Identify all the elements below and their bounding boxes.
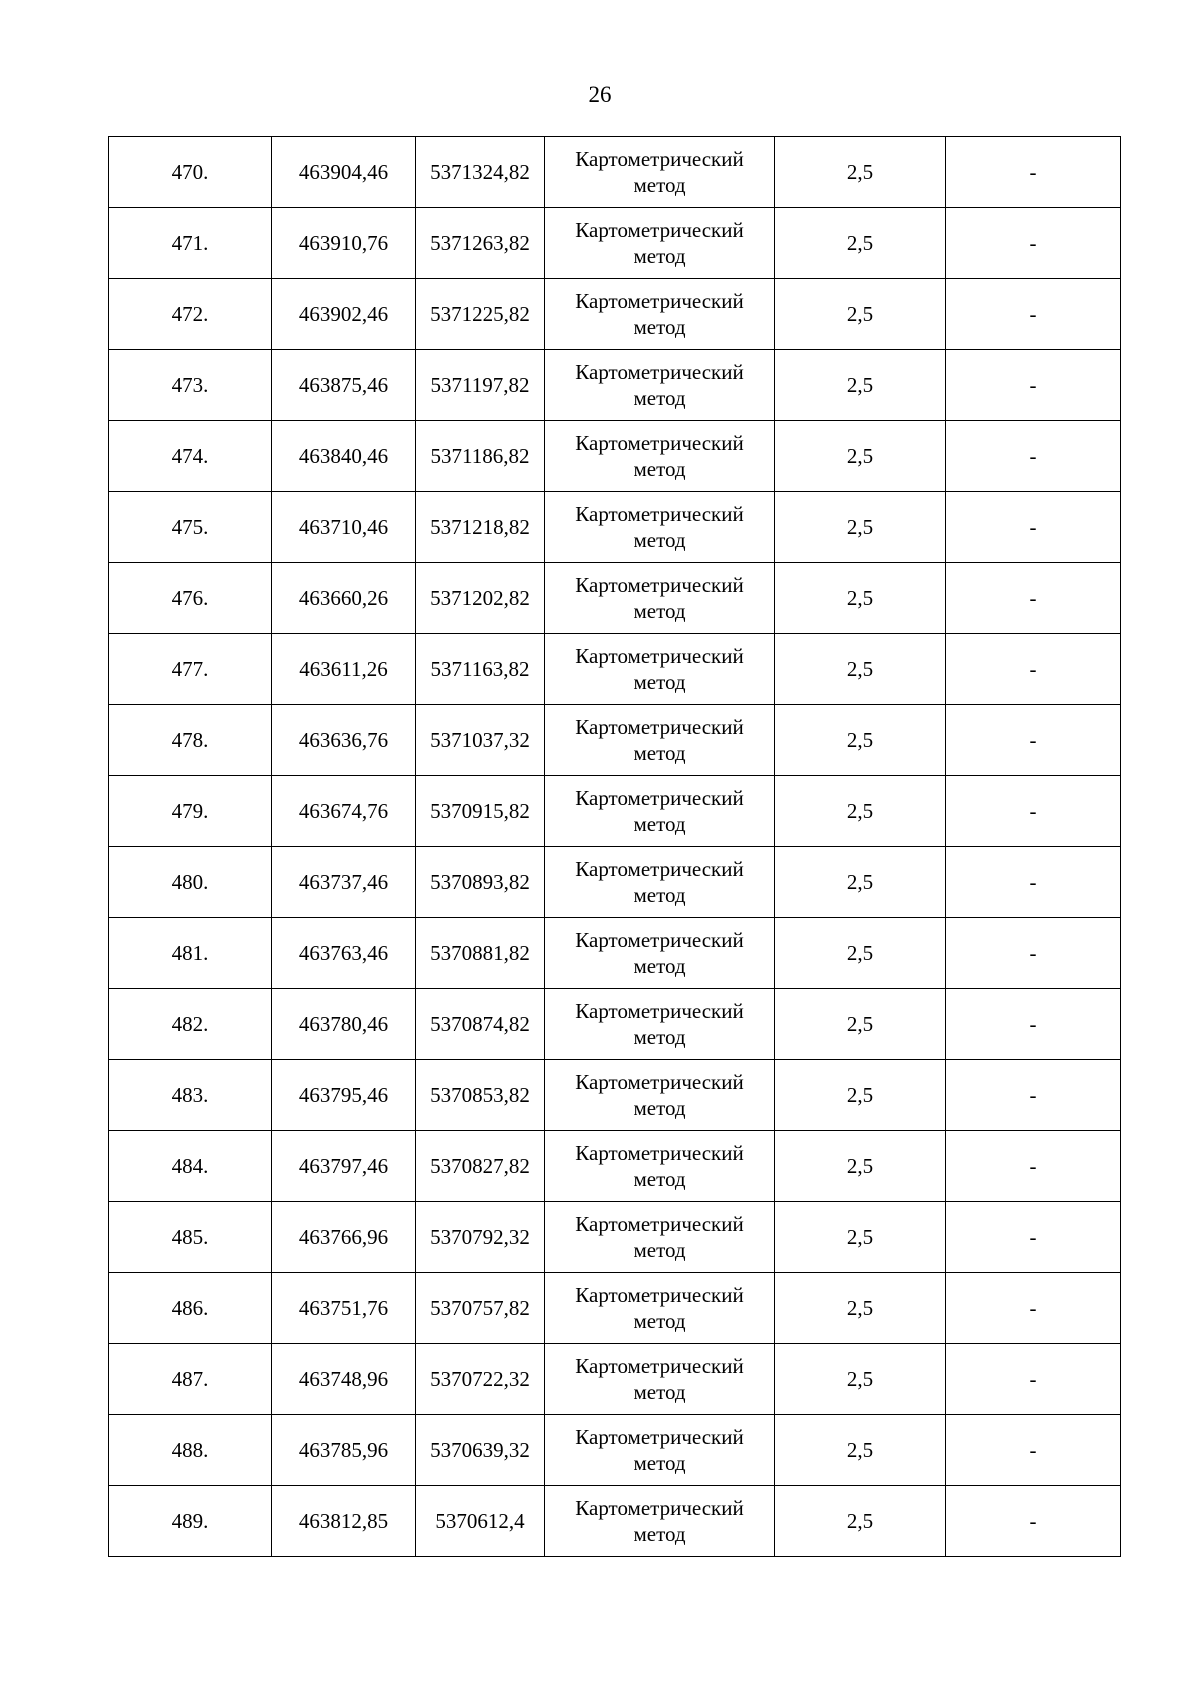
y-coordinate-cell: 5371218,82 bbox=[416, 492, 545, 563]
method-cell bbox=[545, 1344, 775, 1415]
x-coordinate-cell: 463751,76 bbox=[272, 1273, 416, 1344]
y-coordinate-cell: 5370612,4 bbox=[416, 1486, 545, 1557]
method-cell bbox=[545, 1060, 775, 1131]
table-row bbox=[109, 1344, 1121, 1415]
point-number-cell: 487. bbox=[109, 1344, 272, 1415]
note-cell: - bbox=[946, 1415, 1121, 1486]
method-cell bbox=[545, 918, 775, 989]
point-number-cell: 477. bbox=[109, 634, 272, 705]
method-cell bbox=[545, 847, 775, 918]
y-coordinate-cell: 5370893,82 bbox=[416, 847, 545, 918]
x-coordinate-cell: 463611,26 bbox=[272, 634, 416, 705]
x-coordinate-cell: 463840,46 bbox=[272, 421, 416, 492]
accuracy-cell: 2,5 bbox=[775, 279, 946, 350]
method-cell bbox=[545, 208, 775, 279]
accuracy-cell: 2,5 bbox=[775, 776, 946, 847]
x-coordinate-cell: 463710,46 bbox=[272, 492, 416, 563]
y-coordinate-cell: 5371324,82 bbox=[416, 137, 545, 208]
y-coordinate-cell: 5371037,32 bbox=[416, 705, 545, 776]
method-cell bbox=[545, 563, 775, 634]
method-line-2: метод bbox=[633, 315, 686, 339]
table-row bbox=[109, 563, 1121, 634]
coordinates-table bbox=[108, 136, 1121, 1557]
note-cell: - bbox=[946, 1486, 1121, 1557]
accuracy-cell: 2,5 bbox=[775, 1486, 946, 1557]
method-line-1: Картометрический bbox=[575, 644, 744, 668]
method-cell bbox=[545, 1131, 775, 1202]
x-coordinate-cell: 463748,96 bbox=[272, 1344, 416, 1415]
x-coordinate-cell: 463636,76 bbox=[272, 705, 416, 776]
note-cell: - bbox=[946, 847, 1121, 918]
point-number-cell: 479. bbox=[109, 776, 272, 847]
table-row bbox=[109, 1415, 1121, 1486]
x-coordinate-cell: 463660,26 bbox=[272, 563, 416, 634]
accuracy-cell: 2,5 bbox=[775, 1344, 946, 1415]
method-line-2: метод bbox=[633, 954, 686, 978]
method-cell bbox=[545, 492, 775, 563]
method-line-1: Картометрический bbox=[575, 502, 744, 526]
method-line-1: Картометрический bbox=[575, 857, 744, 881]
method-cell bbox=[545, 634, 775, 705]
method-line-1: Картометрический bbox=[575, 999, 744, 1023]
method-cell bbox=[545, 350, 775, 421]
accuracy-cell: 2,5 bbox=[775, 1060, 946, 1131]
accuracy-cell: 2,5 bbox=[775, 705, 946, 776]
x-coordinate-cell: 463795,46 bbox=[272, 1060, 416, 1131]
method-line-1: Картометрический bbox=[575, 573, 744, 597]
table-row bbox=[109, 776, 1121, 847]
point-number-cell: 478. bbox=[109, 705, 272, 776]
method-line-2: метод bbox=[633, 1309, 686, 1333]
x-coordinate-cell: 463797,46 bbox=[272, 1131, 416, 1202]
method-line-1: Картометрический bbox=[575, 1354, 744, 1378]
note-cell: - bbox=[946, 918, 1121, 989]
y-coordinate-cell: 5371197,82 bbox=[416, 350, 545, 421]
table-row bbox=[109, 1486, 1121, 1557]
note-cell: - bbox=[946, 492, 1121, 563]
x-coordinate-cell: 463910,76 bbox=[272, 208, 416, 279]
note-cell: - bbox=[946, 634, 1121, 705]
method-line-2: метод bbox=[633, 1025, 686, 1049]
note-cell: - bbox=[946, 208, 1121, 279]
accuracy-cell: 2,5 bbox=[775, 563, 946, 634]
point-number-cell: 472. bbox=[109, 279, 272, 350]
note-cell: - bbox=[946, 1273, 1121, 1344]
table-row bbox=[109, 1131, 1121, 1202]
method-line-1: Картометрический bbox=[575, 218, 744, 242]
method-line-1: Картометрический bbox=[575, 289, 744, 313]
table-row bbox=[109, 989, 1121, 1060]
method-line-1: Картометрический bbox=[575, 928, 744, 952]
note-cell: - bbox=[946, 1060, 1121, 1131]
method-line-1: Картометрический bbox=[575, 147, 744, 171]
method-cell bbox=[545, 1415, 775, 1486]
table-row bbox=[109, 137, 1121, 208]
method-line-2: метод bbox=[633, 386, 686, 410]
method-line-2: метод bbox=[633, 670, 686, 694]
x-coordinate-cell: 463763,46 bbox=[272, 918, 416, 989]
method-line-2: метод bbox=[633, 528, 686, 552]
accuracy-cell: 2,5 bbox=[775, 918, 946, 989]
y-coordinate-cell: 5370874,82 bbox=[416, 989, 545, 1060]
method-cell bbox=[545, 1202, 775, 1273]
y-coordinate-cell: 5370639,32 bbox=[416, 1415, 545, 1486]
point-number-cell: 476. bbox=[109, 563, 272, 634]
accuracy-cell: 2,5 bbox=[775, 1131, 946, 1202]
method-cell bbox=[545, 776, 775, 847]
y-coordinate-cell: 5370853,82 bbox=[416, 1060, 545, 1131]
point-number-cell: 489. bbox=[109, 1486, 272, 1557]
note-cell: - bbox=[946, 137, 1121, 208]
y-coordinate-cell: 5371186,82 bbox=[416, 421, 545, 492]
note-cell: - bbox=[946, 1344, 1121, 1415]
table-row bbox=[109, 634, 1121, 705]
method-line-2: метод bbox=[633, 599, 686, 623]
point-number-cell: 474. bbox=[109, 421, 272, 492]
table-row bbox=[109, 279, 1121, 350]
accuracy-cell: 2,5 bbox=[775, 1415, 946, 1486]
y-coordinate-cell: 5371225,82 bbox=[416, 279, 545, 350]
accuracy-cell: 2,5 bbox=[775, 137, 946, 208]
note-cell: - bbox=[946, 563, 1121, 634]
accuracy-cell: 2,5 bbox=[775, 634, 946, 705]
x-coordinate-cell: 463902,46 bbox=[272, 279, 416, 350]
method-cell bbox=[545, 421, 775, 492]
table-row bbox=[109, 492, 1121, 563]
accuracy-cell: 2,5 bbox=[775, 350, 946, 421]
method-line-1: Картометрический bbox=[575, 360, 744, 384]
point-number-cell: 488. bbox=[109, 1415, 272, 1486]
point-number-cell: 473. bbox=[109, 350, 272, 421]
note-cell: - bbox=[946, 776, 1121, 847]
method-line-2: метод bbox=[633, 1238, 686, 1262]
table-row bbox=[109, 1202, 1121, 1273]
y-coordinate-cell: 5370827,82 bbox=[416, 1131, 545, 1202]
note-cell: - bbox=[946, 350, 1121, 421]
accuracy-cell: 2,5 bbox=[775, 989, 946, 1060]
table-row bbox=[109, 421, 1121, 492]
note-cell: - bbox=[946, 421, 1121, 492]
method-line-1: Картометрический bbox=[575, 715, 744, 739]
method-cell bbox=[545, 705, 775, 776]
method-line-1: Картометрический bbox=[575, 1425, 744, 1449]
method-line-1: Картометрический bbox=[575, 431, 744, 455]
point-number-cell: 482. bbox=[109, 989, 272, 1060]
point-number-cell: 475. bbox=[109, 492, 272, 563]
method-cell bbox=[545, 1273, 775, 1344]
method-cell bbox=[545, 1486, 775, 1557]
method-cell bbox=[545, 989, 775, 1060]
note-cell: - bbox=[946, 1131, 1121, 1202]
method-line-2: метод bbox=[633, 1522, 686, 1546]
point-number-cell: 484. bbox=[109, 1131, 272, 1202]
y-coordinate-cell: 5370881,82 bbox=[416, 918, 545, 989]
point-number-cell: 471. bbox=[109, 208, 272, 279]
note-cell: - bbox=[946, 989, 1121, 1060]
method-line-1: Картометрический bbox=[575, 1212, 744, 1236]
accuracy-cell: 2,5 bbox=[775, 492, 946, 563]
method-line-1: Картометрический bbox=[575, 1070, 744, 1094]
table-row bbox=[109, 847, 1121, 918]
y-coordinate-cell: 5370722,32 bbox=[416, 1344, 545, 1415]
x-coordinate-cell: 463904,46 bbox=[272, 137, 416, 208]
x-coordinate-cell: 463875,46 bbox=[272, 350, 416, 421]
x-coordinate-cell: 463737,46 bbox=[272, 847, 416, 918]
point-number-cell: 485. bbox=[109, 1202, 272, 1273]
table-row bbox=[109, 918, 1121, 989]
table-row bbox=[109, 350, 1121, 421]
x-coordinate-cell: 463766,96 bbox=[272, 1202, 416, 1273]
accuracy-cell: 2,5 bbox=[775, 847, 946, 918]
table-row bbox=[109, 1273, 1121, 1344]
method-line-2: метод bbox=[633, 1096, 686, 1120]
method-line-2: метод bbox=[633, 883, 686, 907]
x-coordinate-cell: 463780,46 bbox=[272, 989, 416, 1060]
y-coordinate-cell: 5371202,82 bbox=[416, 563, 545, 634]
method-line-2: метод bbox=[633, 812, 686, 836]
y-coordinate-cell: 5371263,82 bbox=[416, 208, 545, 279]
method-line-2: метод bbox=[633, 1451, 686, 1475]
table-row bbox=[109, 705, 1121, 776]
accuracy-cell: 2,5 bbox=[775, 208, 946, 279]
y-coordinate-cell: 5370757,82 bbox=[416, 1273, 545, 1344]
y-coordinate-cell: 5371163,82 bbox=[416, 634, 545, 705]
note-cell: - bbox=[946, 1202, 1121, 1273]
accuracy-cell: 2,5 bbox=[775, 421, 946, 492]
y-coordinate-cell: 5370792,32 bbox=[416, 1202, 545, 1273]
method-line-1: Картометрический bbox=[575, 1283, 744, 1307]
note-cell: - bbox=[946, 279, 1121, 350]
method-line-2: метод bbox=[633, 741, 686, 765]
accuracy-cell: 2,5 bbox=[775, 1202, 946, 1273]
x-coordinate-cell: 463785,96 bbox=[272, 1415, 416, 1486]
method-line-2: метод bbox=[633, 1167, 686, 1191]
method-line-2: метод bbox=[633, 244, 686, 268]
x-coordinate-cell: 463812,85 bbox=[272, 1486, 416, 1557]
method-line-1: Картометрический bbox=[575, 1141, 744, 1165]
table-row bbox=[109, 208, 1121, 279]
method-line-1: Картометрический bbox=[575, 1496, 744, 1520]
x-coordinate-cell: 463674,76 bbox=[272, 776, 416, 847]
point-number-cell: 470. bbox=[109, 137, 272, 208]
accuracy-cell: 2,5 bbox=[775, 1273, 946, 1344]
point-number-cell: 486. bbox=[109, 1273, 272, 1344]
method-line-1: Картометрический bbox=[575, 786, 744, 810]
page-number: 26 bbox=[588, 82, 612, 107]
point-number-cell: 480. bbox=[109, 847, 272, 918]
point-number-cell: 483. bbox=[109, 1060, 272, 1131]
method-line-2: метод bbox=[633, 1380, 686, 1404]
method-line-2: метод bbox=[633, 457, 686, 481]
table-row bbox=[109, 1060, 1121, 1131]
y-coordinate-cell: 5370915,82 bbox=[416, 776, 545, 847]
point-number-cell: 481. bbox=[109, 918, 272, 989]
method-line-2: метод bbox=[633, 173, 686, 197]
method-cell bbox=[545, 137, 775, 208]
method-cell bbox=[545, 279, 775, 350]
note-cell: - bbox=[946, 705, 1121, 776]
coordinates-table-body bbox=[109, 137, 1121, 1557]
